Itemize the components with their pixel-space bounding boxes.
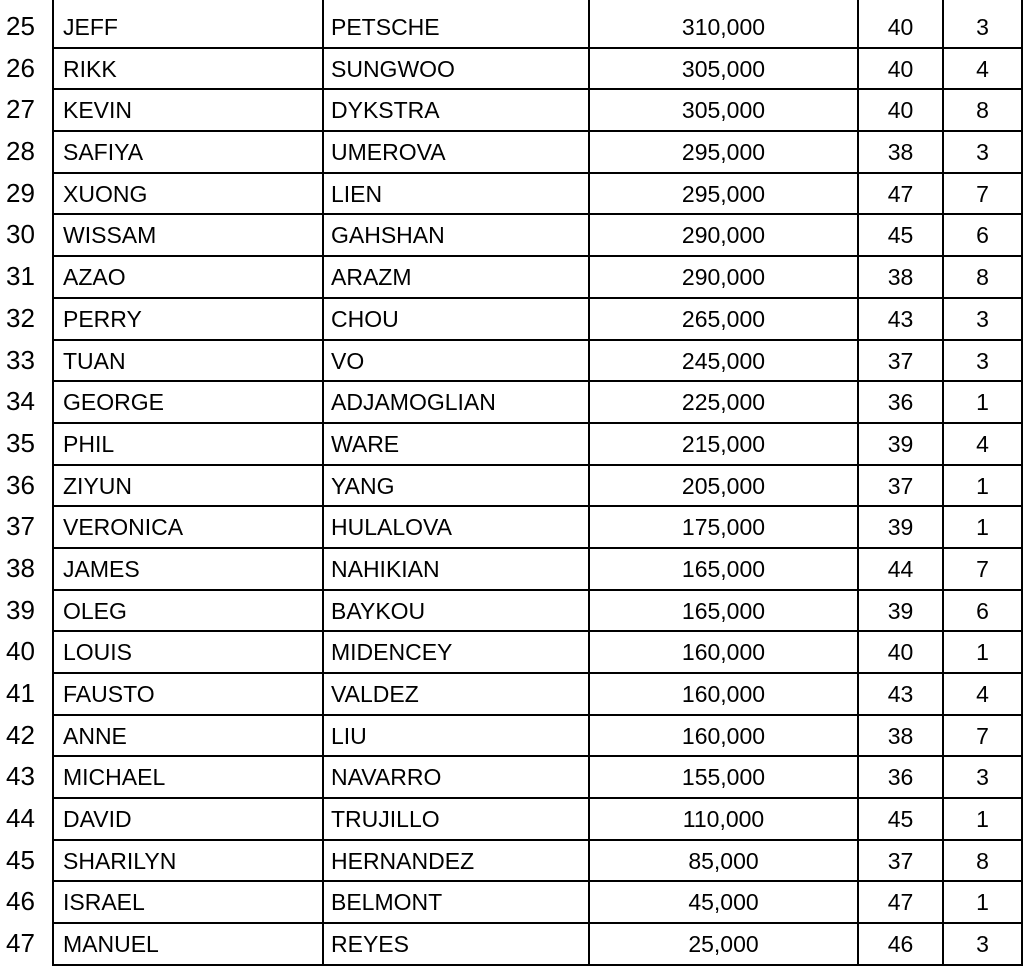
- row-number: 28: [6, 136, 35, 167]
- cell-first-name[interactable]: KEVIN: [52, 90, 322, 132]
- cell-last-name[interactable]: SUNGWOO: [322, 49, 588, 91]
- table-row: [0, 466, 1023, 508]
- row-number: 40: [6, 636, 35, 667]
- cell-last-name[interactable]: DYKSTRA: [322, 90, 588, 132]
- cell-group[interactable]: 1: [942, 882, 1023, 924]
- table-row: [0, 632, 1023, 674]
- cell-first-name[interactable]: ISRAEL: [52, 882, 322, 924]
- cell-amount[interactable]: 215,000: [588, 424, 857, 466]
- cell-first-name[interactable]: WISSAM: [52, 215, 322, 257]
- cell-amount[interactable]: 85,000: [588, 841, 857, 883]
- cell-last-name[interactable]: NAVARRO: [322, 757, 588, 799]
- cell-age[interactable]: 39: [857, 591, 942, 633]
- cell-amount[interactable]: 165,000: [588, 549, 857, 591]
- cell-first-name[interactable]: OLEG: [52, 591, 322, 633]
- table-row: [0, 841, 1023, 883]
- cell-amount[interactable]: 310,000: [588, 7, 857, 49]
- cell-amount[interactable]: 305,000: [588, 90, 857, 132]
- cell-first-name[interactable]: RIKK: [52, 49, 322, 91]
- table-row: [0, 674, 1023, 716]
- cell-group[interactable]: 3: [942, 299, 1023, 341]
- cell-last-name[interactable]: TRUJILLO: [322, 799, 588, 841]
- table-row: [0, 7, 1023, 49]
- cell-age[interactable]: 45: [857, 799, 942, 841]
- cell-first-name[interactable]: DAVID: [52, 799, 322, 841]
- table-row: [0, 424, 1023, 466]
- cell-last-name[interactable]: BAYKOU: [322, 591, 588, 633]
- table-row: [0, 507, 1023, 549]
- row-number: 41: [6, 678, 35, 708]
- table-row: [0, 257, 1023, 299]
- cell-age[interactable]: 36: [857, 757, 942, 799]
- cell-last-name[interactable]: YANG: [322, 466, 588, 508]
- table-row: [0, 591, 1023, 633]
- cell-group[interactable]: 7: [942, 549, 1023, 591]
- cell-age[interactable]: 36: [857, 382, 942, 424]
- row-number: 36: [6, 469, 35, 500]
- cell-first-name[interactable]: PERRY: [52, 299, 322, 341]
- cell-group[interactable]: 4: [942, 424, 1023, 466]
- cell-first-name[interactable]: ZIYUN: [52, 466, 322, 508]
- cell-amount[interactable]: 25,000: [588, 924, 857, 966]
- cell-age[interactable]: 37: [857, 466, 942, 508]
- cell-first-name[interactable]: LOUIS: [52, 632, 322, 674]
- cell-last-name[interactable]: WARE: [322, 424, 588, 466]
- cell-amount[interactable]: 110,000: [588, 799, 857, 841]
- cell-last-name[interactable]: LIEN: [322, 174, 588, 216]
- cell-amount[interactable]: 160,000: [588, 716, 857, 758]
- cell-first-name[interactable]: JAMES: [52, 549, 322, 591]
- cell-first-name[interactable]: MANUEL: [52, 924, 322, 966]
- row-number: 43: [6, 761, 35, 792]
- table-rows: [0, 7, 1023, 966]
- cell-group[interactable]: 8: [942, 90, 1023, 132]
- cell-first-name[interactable]: ANNE: [52, 716, 322, 758]
- cell-group[interactable]: 4: [942, 674, 1023, 716]
- cell-age[interactable]: 37: [857, 341, 942, 383]
- table-row: [0, 757, 1023, 799]
- cell-last-name[interactable]: HULALOVA: [322, 507, 588, 549]
- cell-first-name[interactable]: TUAN: [52, 341, 322, 383]
- cell-amount[interactable]: 265,000: [588, 299, 857, 341]
- row-number: 30: [6, 219, 35, 250]
- row-number: 35: [6, 427, 35, 458]
- cell-age[interactable]: 39: [857, 507, 942, 549]
- cell-group[interactable]: 1: [942, 799, 1023, 841]
- cell-last-name[interactable]: PETSCHE: [322, 7, 588, 49]
- cell-age[interactable]: 37: [857, 841, 942, 883]
- row-number: 46: [6, 886, 35, 917]
- cell-last-name[interactable]: BELMONT: [322, 882, 588, 924]
- cell-amount[interactable]: 245,000: [588, 341, 857, 383]
- row-number: 32: [6, 302, 35, 333]
- table-row: [0, 882, 1023, 924]
- cell-group[interactable]: 8: [942, 257, 1023, 299]
- cell-amount[interactable]: 205,000: [588, 466, 857, 508]
- cell-age[interactable]: 38: [857, 716, 942, 758]
- cell-first-name[interactable]: GEORGE: [52, 382, 322, 424]
- cell-age[interactable]: 40: [857, 632, 942, 674]
- row-number: 42: [6, 719, 35, 750]
- row-number: 25: [6, 11, 35, 41]
- cell-first-name[interactable]: FAUSTO: [52, 674, 322, 716]
- cell-last-name[interactable]: CHOU: [322, 299, 588, 341]
- cell-amount[interactable]: 165,000: [588, 591, 857, 633]
- cell-age[interactable]: 43: [857, 674, 942, 716]
- cell-age[interactable]: 47: [857, 174, 942, 216]
- row-number: 45: [6, 844, 35, 875]
- cell-amount[interactable]: 290,000: [588, 257, 857, 299]
- table-row: [0, 341, 1023, 383]
- cell-group[interactable]: 3: [942, 7, 1023, 49]
- cell-group[interactable]: 1: [942, 466, 1023, 508]
- cell-last-name[interactable]: REYES: [322, 924, 588, 966]
- cell-amount[interactable]: 160,000: [588, 674, 857, 716]
- row-number: 39: [6, 594, 35, 625]
- cell-amount[interactable]: 45,000: [588, 882, 857, 924]
- cell-group[interactable]: 3: [942, 341, 1023, 383]
- row-number: 33: [6, 344, 35, 375]
- row-number: 26: [6, 52, 35, 83]
- cell-amount[interactable]: 290,000: [588, 215, 857, 257]
- cell-amount[interactable]: 225,000: [588, 382, 857, 424]
- cell-last-name[interactable]: VO: [322, 341, 588, 383]
- table-row: [0, 382, 1023, 424]
- cell-amount[interactable]: 295,000: [588, 174, 857, 216]
- cell-group[interactable]: 6: [942, 591, 1023, 633]
- cell-group[interactable]: 1: [942, 632, 1023, 674]
- cell-group[interactable]: 8: [942, 841, 1023, 883]
- cell-amount[interactable]: 155,000: [588, 757, 857, 799]
- cell-age[interactable]: 39: [857, 424, 942, 466]
- cell-age[interactable]: 40: [857, 49, 942, 91]
- cell-group[interactable]: 3: [942, 757, 1023, 799]
- row-number: 38: [6, 552, 35, 583]
- cell-first-name[interactable]: JEFF: [52, 7, 322, 49]
- table-row: [0, 215, 1023, 257]
- cell-last-name[interactable]: LIU: [322, 716, 588, 758]
- cell-age[interactable]: 46: [857, 924, 942, 966]
- cell-last-name[interactable]: ADJAMOGLIAN: [322, 382, 588, 424]
- cell-last-name[interactable]: MIDENCEY: [322, 632, 588, 674]
- cell-last-name[interactable]: NAHIKIAN: [322, 549, 588, 591]
- table-row: [0, 716, 1023, 758]
- cell-group[interactable]: 4: [942, 49, 1023, 91]
- cell-group[interactable]: 3: [942, 132, 1023, 174]
- cell-first-name[interactable]: SAFIYA: [52, 132, 322, 174]
- cell-group[interactable]: 1: [942, 382, 1023, 424]
- cell-age[interactable]: 44: [857, 549, 942, 591]
- cell-age[interactable]: 38: [857, 257, 942, 299]
- table-row: [0, 49, 1023, 91]
- cell-last-name[interactable]: HERNANDEZ: [322, 841, 588, 883]
- row-number: 37: [6, 511, 35, 542]
- cell-last-name[interactable]: GAHSHAN: [322, 215, 588, 257]
- cell-amount[interactable]: 305,000: [588, 49, 857, 91]
- cell-first-name[interactable]: SHARILYN: [52, 841, 322, 883]
- cell-group[interactable]: 6: [942, 215, 1023, 257]
- cell-age[interactable]: 47: [857, 882, 942, 924]
- table-row: [0, 299, 1023, 341]
- cell-last-name[interactable]: ARAZM: [322, 257, 588, 299]
- cell-first-name[interactable]: XUONG: [52, 174, 322, 216]
- cell-age[interactable]: 40: [857, 90, 942, 132]
- row-number: 44: [6, 803, 35, 834]
- row-number: 27: [6, 94, 35, 125]
- cell-age[interactable]: 38: [857, 132, 942, 174]
- cell-first-name[interactable]: PHIL: [52, 424, 322, 466]
- table-row: [0, 799, 1023, 841]
- cell-group[interactable]: 7: [942, 174, 1023, 216]
- table-row: [0, 132, 1023, 174]
- row-number: 31: [6, 261, 35, 292]
- cell-amount[interactable]: 295,000: [588, 132, 857, 174]
- cell-amount[interactable]: 175,000: [588, 507, 857, 549]
- row-number: 29: [6, 177, 35, 208]
- cell-group[interactable]: 3: [942, 924, 1023, 966]
- row-number: 47: [6, 928, 35, 959]
- cell-last-name[interactable]: VALDEZ: [322, 674, 588, 716]
- cell-age[interactable]: 43: [857, 299, 942, 341]
- cell-last-name[interactable]: UMEROVA: [322, 132, 588, 174]
- cell-amount[interactable]: 160,000: [588, 632, 857, 674]
- cell-group[interactable]: 7: [942, 716, 1023, 758]
- row-number: 34: [6, 386, 35, 417]
- table-row: [0, 90, 1023, 132]
- cell-first-name[interactable]: VERONICA: [52, 507, 322, 549]
- cell-first-name[interactable]: AZAO: [52, 257, 322, 299]
- cell-age[interactable]: 40: [857, 7, 942, 49]
- table-row: [0, 174, 1023, 216]
- table-row: [0, 549, 1023, 591]
- cell-first-name[interactable]: MICHAEL: [52, 757, 322, 799]
- cell-group[interactable]: 1: [942, 507, 1023, 549]
- cell-age[interactable]: 45: [857, 215, 942, 257]
